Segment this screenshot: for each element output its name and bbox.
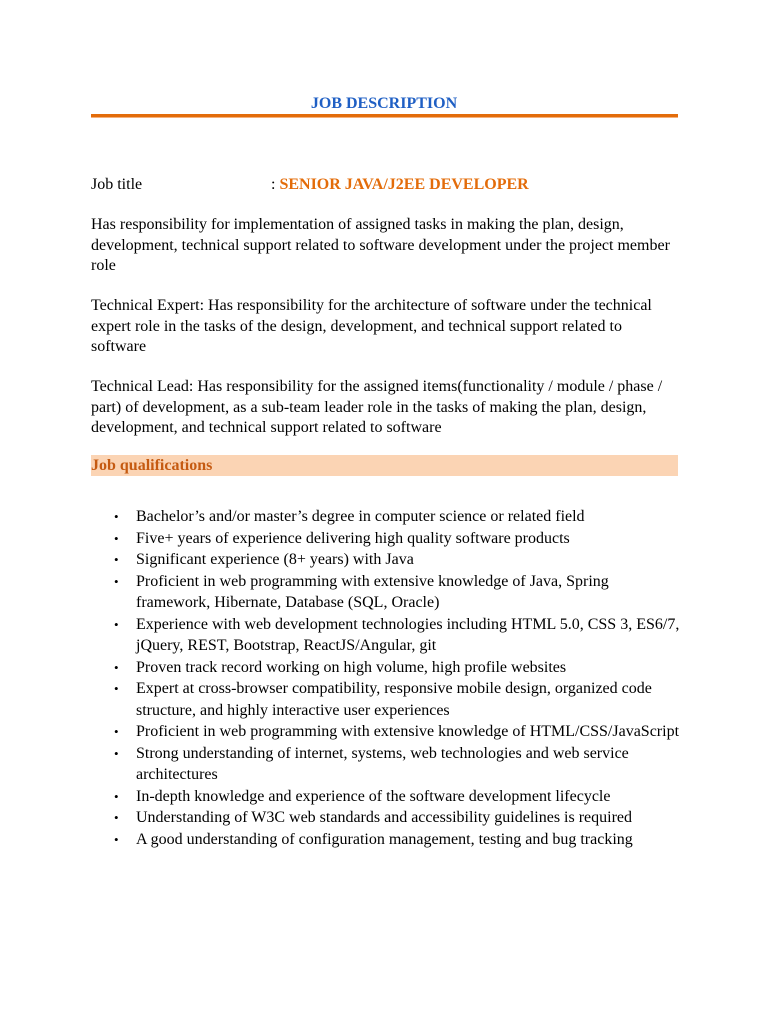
document-title: JOB DESCRIPTION [310,95,458,112]
list-item [91,678,681,721]
job-title-separator: : [271,176,276,193]
bullet-icon: • [114,788,119,804]
job-title-label: Job title [91,176,143,193]
list-item [91,657,681,679]
list-item [91,786,681,808]
bullet-icon: • [114,745,119,761]
bullet-icon: • [114,616,119,632]
job-title-value: SENIOR JAVA/J2EE DEVELOPER [279,176,529,193]
list-item [91,528,681,550]
responsibility-paragraph: Has responsibility for implementation of assigned tasks in making the plan, design, development, technical support related to software development under the project member role [91,216,670,274]
list-item [91,807,681,829]
bullet-icon: • [114,509,119,524]
list-item [91,506,681,528]
bullet-icon: • [114,810,119,825]
bullet-icon: • [114,724,119,739]
list-item-text: A good understanding of configuration management, testing and bug tracking [136,830,633,848]
list-item [91,614,681,657]
list-item-text: Expert at cross-browser compatibility, responsive mobile design, organized code structure, and highly interactive user experiences [136,680,652,719]
list-item-text: Proficient in web programming with extensive knowledge of Java, Spring framework, Hibernate, Database (SQL, Oracle) [136,572,609,611]
bullet-icon: • [114,530,119,546]
bullet-icon: • [114,659,119,675]
list-item-text: Significant experience (8+ years) with Java [136,551,414,568]
title-underline [91,114,678,118]
list-item-text: Five+ years of experience delivering high quality software products [136,529,570,547]
qualifications-list [91,506,691,850]
list-item-text: Understanding of W3C web standards and accessibility guidelines is required [136,809,633,826]
list-item-text: Experience with web development technologies including HTML 5.0, CSS 3, ES6/7, jQuery, REST, Bootstrap, ReactJS/Angular, git [136,615,680,654]
bullet-icon: • [114,573,119,589]
job-title-row [91,175,681,195]
technical-expert-paragraph: Technical Expert: Has responsibility for the architecture of software under the technical expert role in the tasks of the design, development, and technical support related to software [91,297,652,355]
list-item [91,571,681,614]
list-item-text: Bachelor’s and/or master’s degree in computer science or related field [136,508,585,525]
bullet-icon: • [114,552,119,567]
list-item-text: Proven track record working on high volume, high profile websites [136,658,567,676]
list-item [91,549,681,571]
list-item [91,743,681,786]
list-item [91,721,681,743]
technical-lead-paragraph: Technical Lead: Has responsibility for the assigned items(functionality / module / phase / part) of development, as a sub-team leader role in the tasks of making the plan, design, development, and technical support related to software [91,378,663,436]
list-item [91,829,681,851]
qualifications-heading: Job qualifications [91,457,213,474]
bullet-icon: • [114,831,119,847]
bullet-icon: • [114,681,119,696]
list-item-text: Strong understanding of internet, systems, web technologies and web service architectures [136,744,629,783]
list-item-text: Proficient in web programming with extensive knowledge of HTML/CSS/JavaScript [136,723,680,740]
list-item-text: In-depth knowledge and experience of the software development lifecycle [136,787,611,805]
